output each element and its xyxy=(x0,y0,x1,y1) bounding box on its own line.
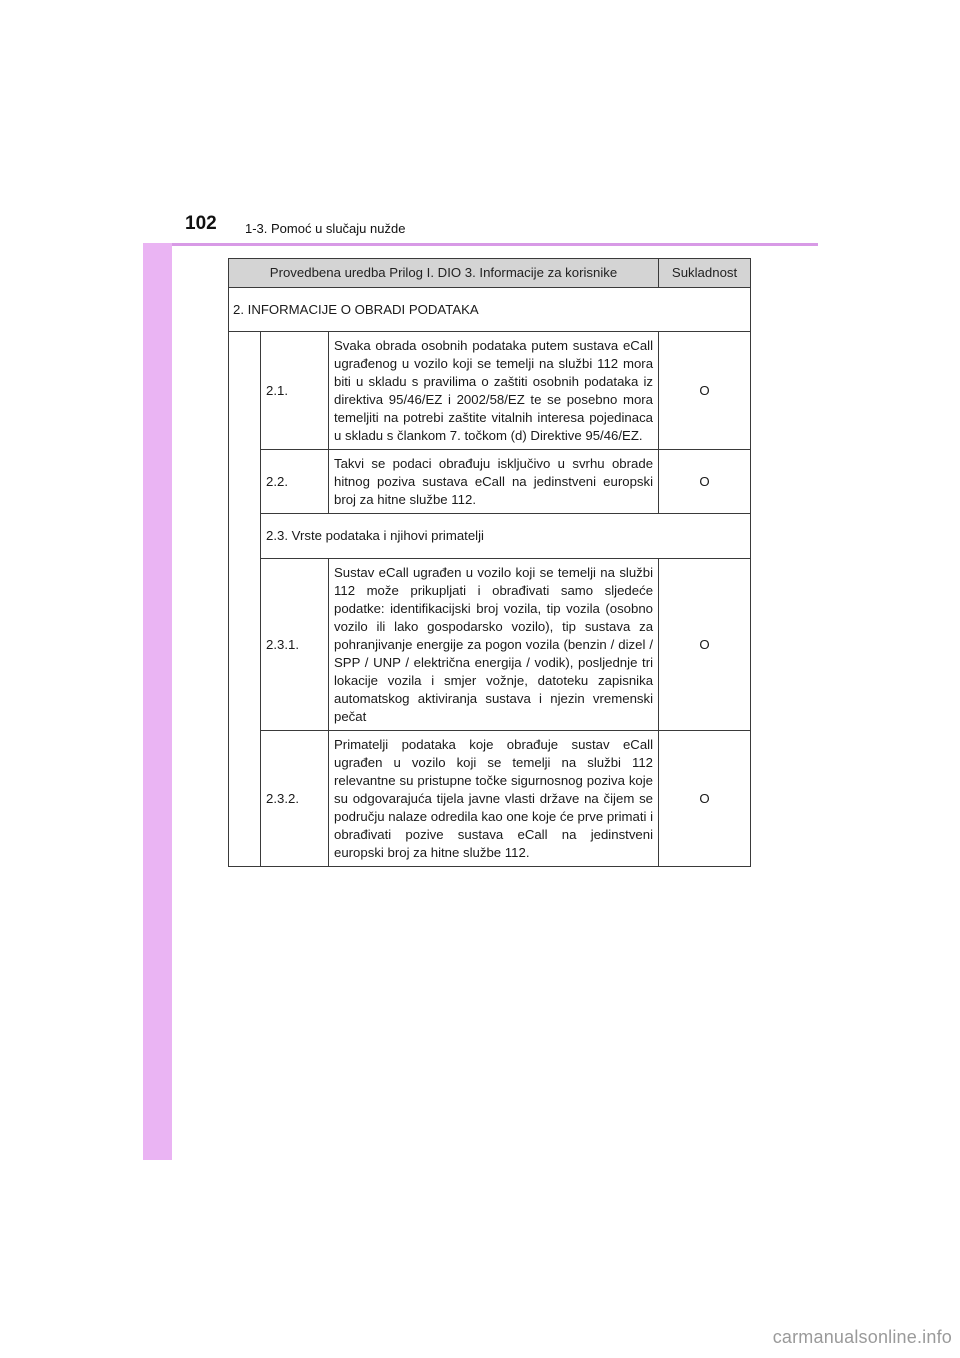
compliance-mark: O xyxy=(659,332,751,450)
table-row xyxy=(229,559,751,731)
section-title: 1-3. Pomoć u slučaju nužde xyxy=(245,221,406,236)
table-row xyxy=(229,332,751,450)
row-number: 2.3.1. xyxy=(261,559,329,731)
indent-cell xyxy=(229,332,261,867)
header-rule xyxy=(172,243,818,246)
section-row xyxy=(229,288,751,332)
row-text: Sustav eCall ugrađen u vozilo koji se temelji na službi 112 može prikupljati i obrađivati samo sljedeće podatke: identifikacijski broj vozila, tip vozila (osobno vozilo ili lako gospodarsko vozilo), tip sustava za pohranjivanje energije za pogon vozila (benzin / dizel / SPP / UNP / električna energija / vodik), posljednje tri lokacije vozila i smjer vožnje, datoteku zapisnika automatskog aktiviranja sustava i njezin vremenski pečat xyxy=(329,559,659,731)
compliance-mark: O xyxy=(659,559,751,731)
subsection-row xyxy=(229,514,751,559)
table-row xyxy=(229,731,751,867)
header-cell-regulation: Provedbena uredba Prilog I. DIO 3. Informacije za korisnike xyxy=(229,259,659,288)
page-number: 102 xyxy=(185,213,217,234)
side-color-band xyxy=(143,197,172,1160)
row-number: 2.3.2. xyxy=(261,731,329,867)
compliance-mark: O xyxy=(659,731,751,867)
row-text: Takvi se podaci obrađuju isključivo u svrhu obrade hitnog poziva sustava eCall na jedinstveni europski broj za hitne službe 112. xyxy=(329,450,659,514)
table-header-row xyxy=(229,259,751,288)
row-number: 2.2. xyxy=(261,450,329,514)
compliance-table xyxy=(228,258,751,867)
header-band xyxy=(143,197,816,243)
watermark: carmanualsonline.info xyxy=(772,1327,952,1347)
row-text: Primatelji podataka koje obrađuje sustav eCall ugrađen u vozilo koji se temelji na službi 112 relevantne su pristupne točke sigurnosnog poziva koje su odgovarajuća tijela javne vlasti države na čijem se području nalaze odredila kao one koje će prve primati i obrađivati pozive sustava eCall na jedinstveni europski broj za hitne službe 112. xyxy=(329,731,659,867)
subsection-title-cell: 2.3. Vrste podataka i njihovi primatelji xyxy=(261,514,751,559)
row-number: 2.1. xyxy=(261,332,329,450)
header-cell-compliance: Sukladnost xyxy=(659,259,751,288)
compliance-mark: O xyxy=(659,450,751,514)
row-text: Svaka obrada osobnih podataka putem sustava eCall ugrađenog u vozilo koji se temelji na službi 112 mora biti u skladu s pravilima o zaštiti osobnih podataka iz direktiva 95/46/EZ i 2002/58/EZ te se posebno mora temeljiti na potrebi zaštite vitalnih interesa pojedinaca u skladu s člankom 7. točkom (d) Direktive 95/46/EZ. xyxy=(329,332,659,450)
table-row xyxy=(229,450,751,514)
section-title-cell: 2. INFORMACIJE O OBRADI PODATAKA xyxy=(229,288,751,332)
